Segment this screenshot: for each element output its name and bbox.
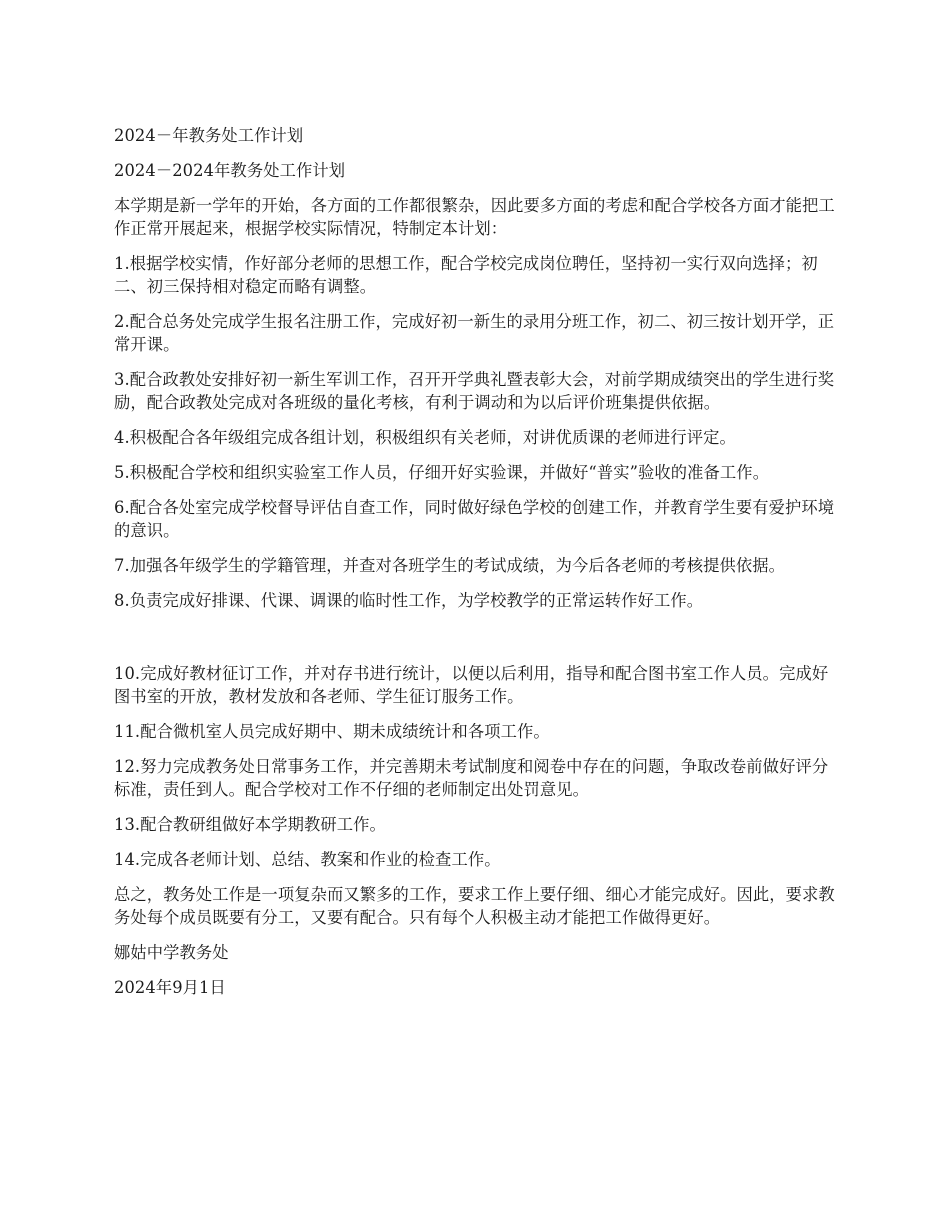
plan-item-7: 7.加强各年级学生的学籍管理，并查对各班学生的考试成绩，为今后各老师的考核提供依据。 [114, 556, 785, 575]
plan-item-6: 6.配合各处室完成学校督导评估自查工作，同时做好绿色学校的创建工作，并教育学生要有爱护环境的意识。 [114, 498, 835, 540]
plan-item-8: 8.负责完成好排课、代课、调课的临时性工作，为学校教学的正常运转作好工作。 [114, 591, 704, 610]
conclusion-paragraph: 总之，教务处工作是一项复杂而又繁多的工作，要求工作上要仔细、细心才能完成好。因此，要求教务处每个成员既要有分工，又要有配合。只有每个人积极主动才能把工作做得更好。 [114, 885, 835, 927]
plan-item-3: 3.配合政教处安排好初一新生军训工作，召开开学典礼暨表彰大会，对前学期成绩突出的学生进行奖励，配合政教处完成对各班级的量化考核，有利于调动和为以后评价班集提供依据。 [114, 370, 835, 412]
plan-item-12: 12.努力完成教务处日常事务工作，并完善期未考试制度和阅卷中存在的问题，争取改卷前做好评分标准，责任到人。配合学校对工作不仔细的老师制定出处罚意见。 [114, 757, 829, 799]
blank-gap [114, 624, 842, 662]
intro-paragraph: 本学期是新一学年的开始，各方面的工作都很繁杂，因此要多方面的考虑和配合学校各方面才能把工作正常开展起来，根据学校实际情况，特制定本计划： [114, 196, 835, 238]
document-body [114, 124, 842, 1011]
plan-item-14: 14.完成各老师计划、总结、教案和作业的检查工作。 [114, 850, 501, 869]
plan-item-2: 2.配合总务处完成学生报名注册工作，完成好初一新生的录用分班工作，初二、初三按计划开学，正常开课。 [114, 312, 835, 354]
plan-item-1: 1.根据学校实情，作好部分老师的思想工作，配合学校完成岗位聘任，坚持初一实行双向选择；初二、初三保持相对稳定而略有调整。 [114, 254, 818, 296]
signature: 娜姑中学教务处 [114, 943, 229, 962]
plan-item-5: 5.积极配合学校和组织实验室工作人员，仔细开好实验课，并做好“普实”验收的准备工作。 [114, 463, 770, 482]
plan-item-11: 11.配合微机室人员完成好期中、期未成绩统计和各项工作。 [114, 722, 550, 741]
plan-item-13: 13.配合教研组做好本学期教研工作。 [114, 815, 386, 834]
document-date: 2024年9月1日 [114, 978, 226, 997]
document-title: 2024－年教务处工作计划 [114, 126, 304, 145]
document-subtitle: 2024－2024年教务处工作计划 [114, 161, 346, 180]
plan-item-10: 10.完成好教材征订工作，并对存书进行统计，以便以后利用，指导和配合图书室工作人员。完成好图书室的开放，教材发放和各老师、学生征订服务工作。 [114, 664, 829, 706]
plan-item-4: 4.积极配合各年级组完成各组计划，积极组织有关老师，对讲优质课的老师进行评定。 [114, 428, 736, 447]
